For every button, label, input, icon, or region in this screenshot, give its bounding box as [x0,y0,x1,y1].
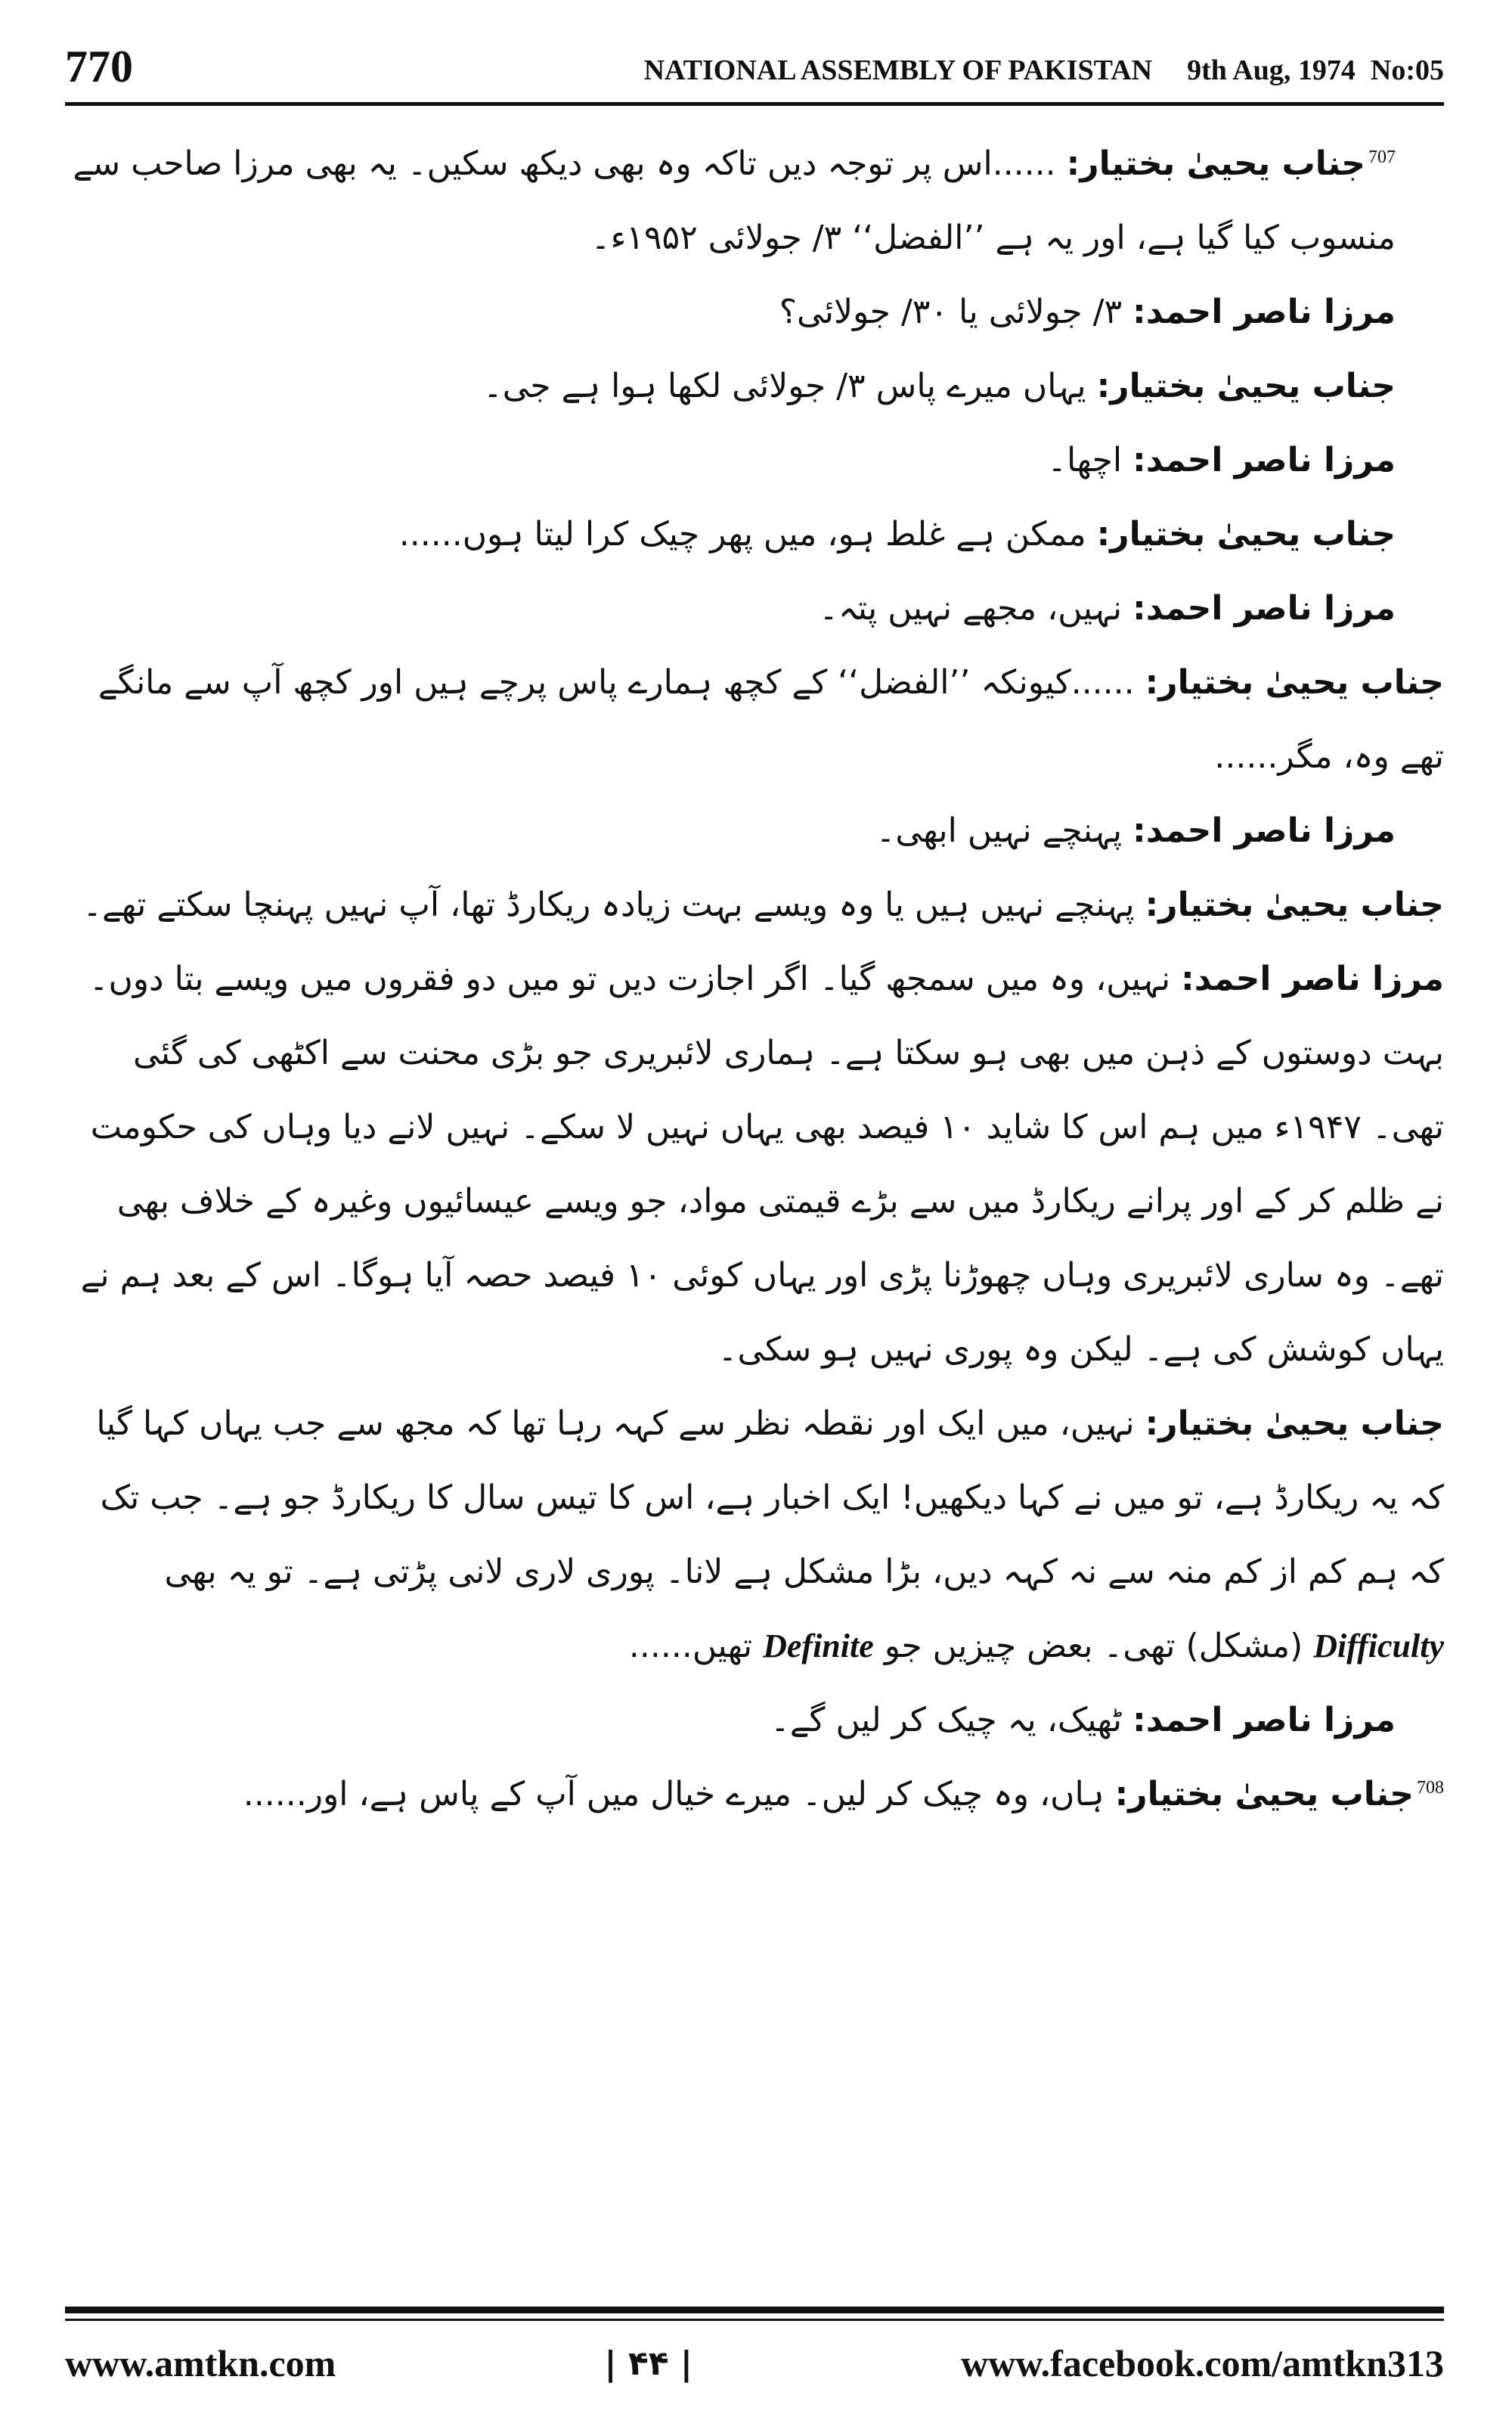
paragraph-11 [65,1387,1444,1683]
transcript-body [65,127,1444,2282]
speech-text: ......کیونکہ ’’الفضل‘‘ کے کچھ ہمارے پاس پرچے ہیں اور کچھ آپ سے مانگے تھے وہ، مگر...... [98,663,1444,776]
header-info [609,44,1444,97]
footer-rule-thin [65,2319,1444,2321]
footnote-marker: 707 [1368,147,1396,168]
speech-text: ہاں، وہ چیک کر لیں۔ میرے خیال میں آپ کے پاس ہے، اور...... [243,1775,1105,1813]
english-term: Difficulty [1313,1627,1444,1665]
speech-text: پہنچے نہیں ہیں یا وہ ویسے بہت زیادہ ریکارڈ تھا، آپ نہیں پہنچا سکتے تھے۔ [82,886,1135,924]
paragraph-13 [65,1758,1444,1832]
page-number: 770 [65,42,133,92]
speech-text: پہنچے نہیں ابھی۔ [875,811,1123,850]
footnote-marker: 708 [1417,1778,1444,1798]
paragraph-1 [65,127,1444,275]
speech-text: ٹھیک، یہ چیک کر لیں گے۔ [770,1701,1123,1739]
footer-page-number: | ۴۴ | [604,2344,692,2383]
speaker-name: مرزا ناصر احمد: [1132,589,1396,628]
paragraph-10 [65,942,1444,1387]
paragraph-12 [65,1683,1444,1758]
paragraph-3 [65,349,1444,424]
speaker-name: مرزا ناصر احمد: [1132,293,1396,331]
speech-text: تھیں...... [628,1627,753,1665]
speech-text: نہیں، مجھے نہیں پتہ۔ [819,589,1123,628]
speaker-name: جناب یحییٰ بختیار: [1145,886,1444,924]
page-footer [65,2333,1444,2394]
speech-text: ......اس پر توجہ دیں تاکہ وہ بھی دیکھ سکیں۔ یہ بھی مرزا صاحب سے منسوب کیا گیا ہے، اور یہ ہے ’’الفضل‘‘ ۳/ جولائی ۱۹۵۲ء۔ [73,144,1396,257]
speech-text: ممکن ہے غلط ہو، میں پھر چیک کرا لیتا ہوں...... [398,515,1086,554]
speaker-name: مرزا ناصر احمد: [1132,441,1396,479]
paragraph-5 [65,498,1444,572]
speech-text: نہیں، میں ایک اور نقطہ نظر سے کہہ رہا تھا کہ مجھ سے جب یہاں کہا گیا کہ یہ ریکارڈ ہے، تو میں نے کہا دیکھیں! ایک اخبار ہے، اس کا تیس سال کا ریکارڈ جو ہے۔ جب تک کہ ہم کم از کم منہ سے نہ کہہ دیں، بڑا مشکل ہے لانا۔ پوری لاری لانی پڑتی ہے۔ تو یہ بھی [96,1404,1444,1591]
speaker-name: جناب یحییٰ بختیار: [1096,515,1396,554]
footer-rule-thick [65,2307,1444,2313]
speech-text: نہیں، وہ میں سمجھ گیا۔ اگر اجازت دیں تو میں دو فقروں میں ویسے بتا دوں۔ بہت دوستوں کے ذہن میں بھی ہو سکتا ہے۔ ہماری لائبریری جو بڑی محنت سے اکٹھی کی گئی تھی۔ ۱۹۴۷ء میں ہم اس کا شاید ۱۰ فیصد بھی یہاں نہیں لا سکے۔ نہیں لانے دیا وہاں کی حکومت نے ظلم کر کے اور پرانے ریکارڈ میں سے بڑے قیمتی مواد، جو ویسے عیسائیوں وغیرہ کے خلاف بھی تھے۔ وہ ساری لائبریری وہاں چھوڑنا پڑی اور یہاں کوئی ۱۰ فیصد حصہ آیا ہوگا۔ اس کے بعد ہم نے یہاں کوشش کی ہے۔ لیکن وہ پوری نہیں ہو سکی۔ [80,960,1444,1369]
speaker-name: مرزا ناصر احمد: [1132,1701,1396,1739]
facebook-link[interactable]: www.facebook.com/amtkn313 [961,2342,1444,2384]
speaker-name: جناب یحییٰ بختیار: [1145,1404,1444,1443]
publication-title: NATIONAL ASSEMBLY OF PAKISTAN [643,54,1153,86]
issue-number: No:05 [1370,54,1444,86]
speech-text: ۳/ جولائی یا ۳۰/ جولائی؟ [779,293,1123,331]
speaker-name: مرزا ناصر احمد: [1132,811,1396,850]
speaker-name: جناب یحییٰ بختیار: [1096,367,1396,405]
paragraph-4 [65,424,1444,498]
speaker-name: مرزا ناصر احمد: [1181,960,1444,998]
speaker-name: جناب یحییٰ بختیار: [1066,144,1365,183]
website-link[interactable]: www.amtkn.com [65,2342,336,2384]
paragraph-8 [65,794,1444,868]
paragraph-6 [65,572,1444,646]
speaker-name: جناب یحییٰ بختیار: [1145,663,1444,702]
page-header [65,36,1444,97]
session-date: 9th Aug, 1974 [1187,54,1356,86]
speech-text: یہاں میرے پاس ۳/ جولائی لکھا ہوا ہے جی۔ [482,367,1086,405]
paragraph-9 [65,868,1444,942]
speech-text: اچھا۔ [1047,441,1123,479]
paragraph-2 [65,275,1444,349]
speaker-name: جناب یحییٰ بختیار: [1114,1775,1414,1813]
header-rule [65,102,1444,106]
english-term: Definite [763,1627,874,1665]
speech-text: (مشکل) تھی۔ بعض چیزیں جو [884,1627,1303,1665]
paragraph-7 [65,646,1444,794]
